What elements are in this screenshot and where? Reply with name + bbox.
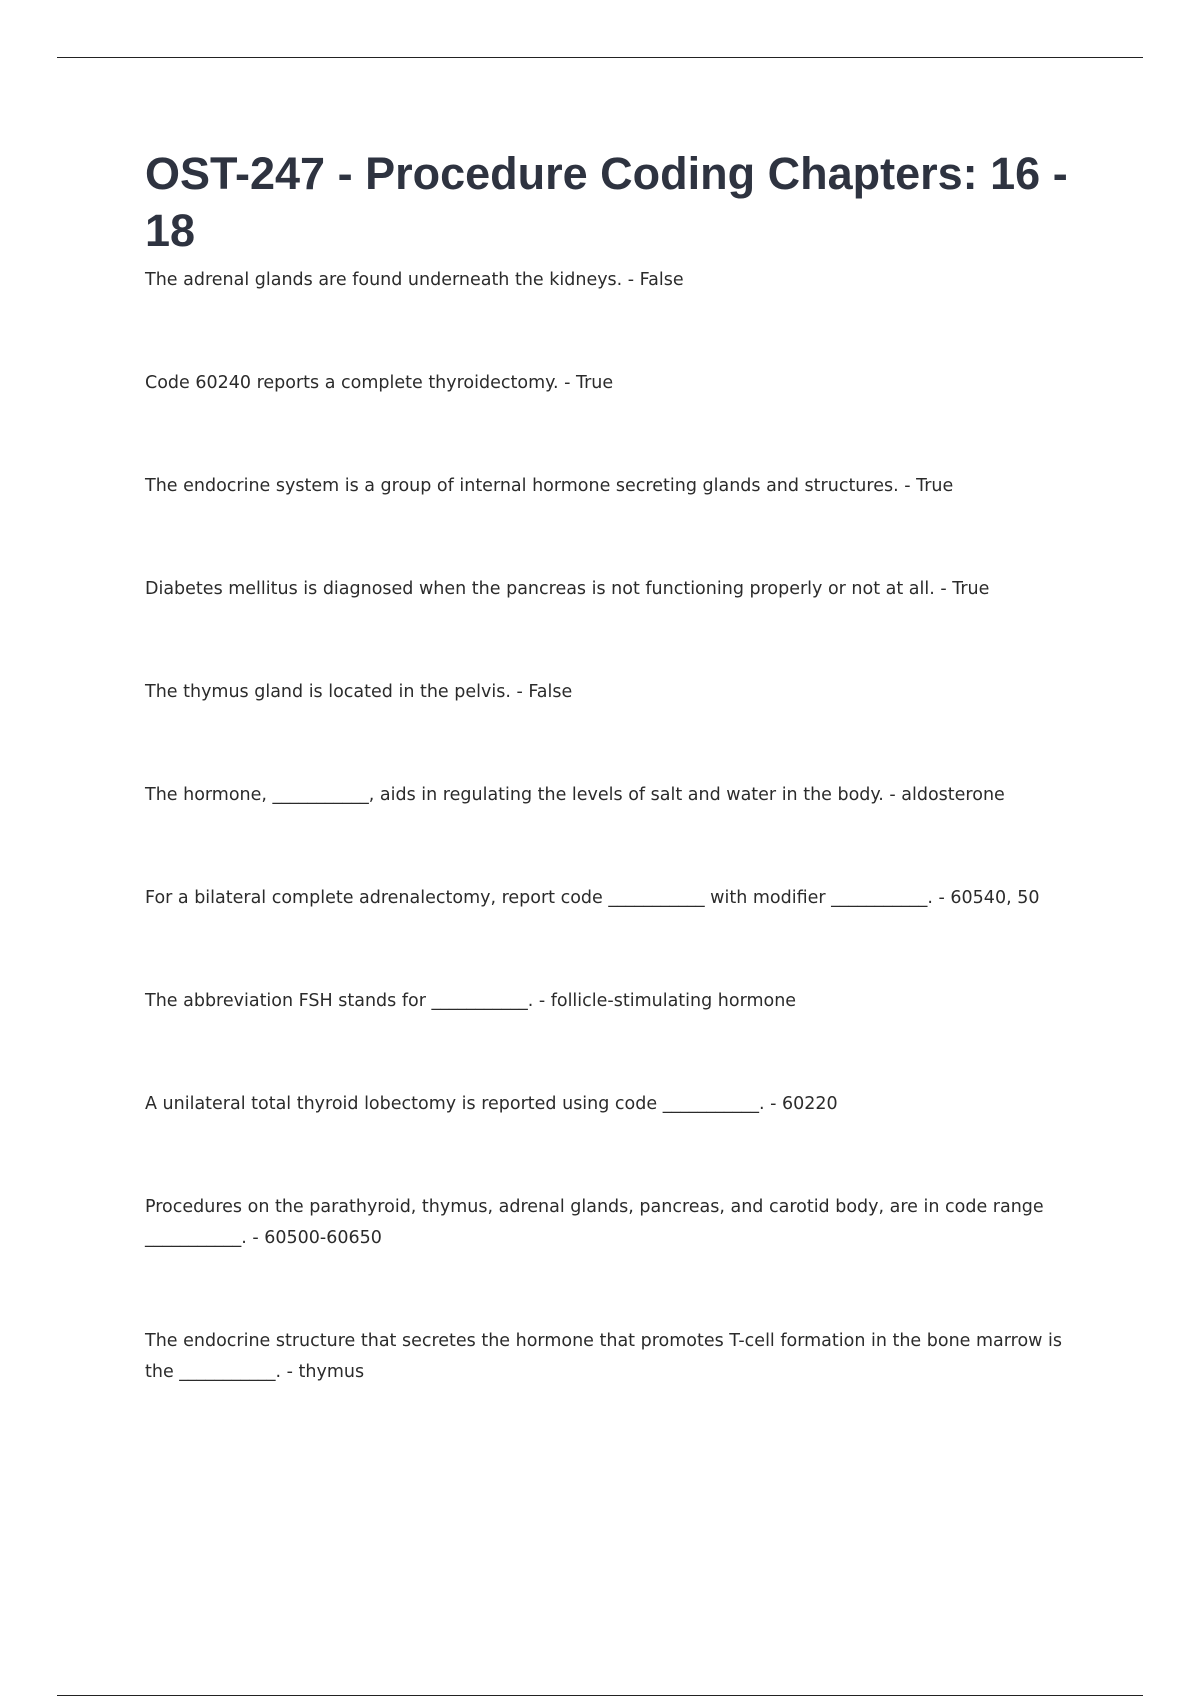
question-item: The adrenal glands are found underneath the kidneys. - False (145, 270, 684, 290)
question-item: The endocrine structure that secretes the hormone that promotes T-cell formation in the bone marrow is the ___________. - thymus (145, 1331, 1063, 1382)
question-item: The thymus gland is located in the pelvis. - False (145, 682, 573, 702)
question-list (145, 265, 1090, 1388)
top-rule (57, 57, 1143, 58)
question-item: Diabetes mellitus is diagnosed when the pancreas is not functioning properly or not at all. - True (145, 579, 990, 599)
question-item: Procedures on the parathyroid, thymus, adrenal glands, pancreas, and carotid body, are in code range ___________. - 60500-60650 (145, 1197, 1044, 1248)
question-item: The endocrine system is a group of internal hormone secreting glands and structures. - True (145, 476, 954, 496)
question-item: Code 60240 reports a complete thyroidectomy. - True (145, 373, 614, 393)
bottom-rule (57, 1695, 1143, 1696)
question-item: A unilateral total thyroid lobectomy is reported using code ___________. - 60220 (145, 1094, 838, 1114)
question-item: For a bilateral complete adrenalectomy, report code ___________ with modifier ___________. - 60540, 50 (145, 888, 1040, 908)
question-item: The hormone, ___________, aids in regulating the levels of salt and water in the body. - aldosterone (145, 785, 1005, 805)
question-item: The abbreviation FSH stands for ___________. - follicle-stimulating hormone (145, 991, 797, 1011)
page-title: OST-247 - Procedure Coding Chapters: 16 - 18 (145, 148, 1068, 256)
document-body (145, 145, 1090, 1460)
